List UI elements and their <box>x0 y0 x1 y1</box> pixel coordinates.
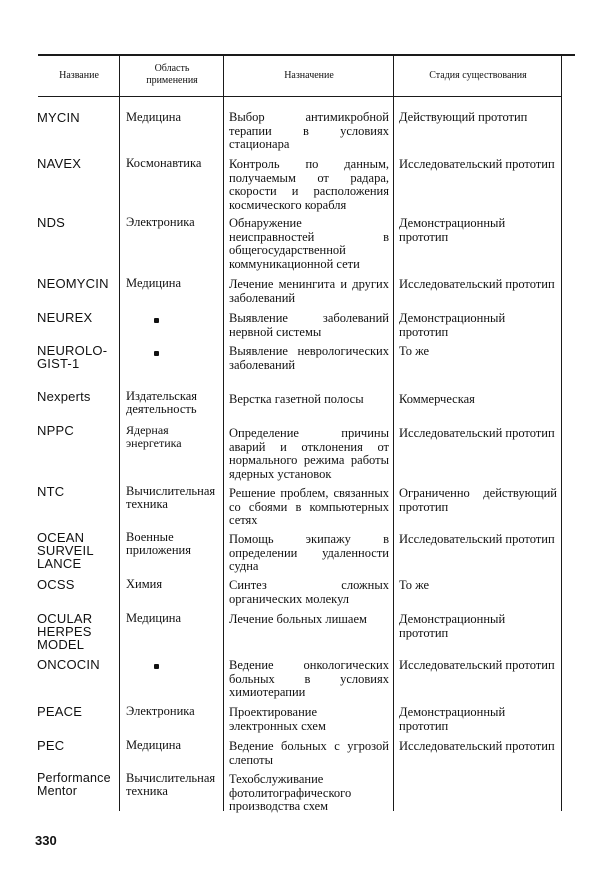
column-divider-3 <box>393 55 394 811</box>
row-name: NEUREX <box>37 310 93 325</box>
row-purpose: Обнаружение неисправностей в общегосударственной коммуникационной сети <box>229 216 389 271</box>
row-stage: Демонстрационный прототип <box>399 216 506 244</box>
row-stage: Демонстрационный прототип <box>399 705 506 733</box>
row-name: ONCOCIN <box>37 657 100 672</box>
row-purpose: Техобслуживание фотолитографического производства схем <box>229 772 352 813</box>
row-name: NTC <box>37 484 65 499</box>
row-name: OCULAR HERPES MODEL <box>37 611 93 652</box>
row-purpose: Верстка газетной полосы <box>229 392 364 406</box>
row-name: PEACE <box>37 704 83 719</box>
row-area: Вычислительная техника <box>126 484 216 511</box>
row-stage: Исследовательский прототип <box>399 739 555 753</box>
row-stage: Исследовательский прототип <box>399 157 555 171</box>
row-name: OCSS <box>37 577 75 592</box>
row-name: NDS <box>37 215 66 230</box>
row-area: Медицина <box>126 276 181 290</box>
row-purpose: Лечение менингита и других заболеваний <box>229 277 389 305</box>
row-purpose: Лечение больных лишаем <box>229 612 367 626</box>
header-area: Область применения <box>146 63 198 86</box>
ditto-mark <box>154 318 159 323</box>
row-name: OCEAN SURVEIL LANCE <box>37 530 94 571</box>
row-name: NEOMYCIN <box>37 276 109 291</box>
row-stage: Коммерческая <box>399 392 475 406</box>
row-area: Вычислительная техника <box>126 771 216 798</box>
row-area: Издательская деятельность <box>126 389 198 416</box>
ditto-mark <box>154 351 159 356</box>
row-purpose: Выявление заболеваний нервной системы <box>229 311 389 339</box>
column-divider-2 <box>223 55 224 811</box>
row-area: Медицина <box>126 738 181 752</box>
row-area: Электроника <box>126 215 195 229</box>
page-number: 330 <box>35 833 57 848</box>
row-purpose: Ведение онкологических больных в условиях химиотерапии <box>229 658 389 699</box>
row-purpose: Выбор антимикробной терапии в условиях стационара <box>229 110 389 151</box>
row-stage: Демонстрационный прототип <box>399 311 506 339</box>
row-name: Performance Mentor <box>37 771 111 798</box>
table-header-rule <box>38 96 562 97</box>
row-purpose: Определение причины аварий и отклонения от нормального режима работы ядерных установок <box>229 426 389 481</box>
row-stage: Исследовательский прототип <box>399 658 555 672</box>
row-area: Химия <box>126 577 163 591</box>
row-area: Электроника <box>126 704 195 718</box>
row-purpose: Контроль по данным, получаемым от радара, скорости и расположения космического корабля <box>229 157 389 212</box>
row-area: Военные приложения <box>126 530 191 557</box>
ditto-mark <box>154 664 159 669</box>
row-name: PEC <box>37 738 65 753</box>
row-stage: Исследовательский прототип <box>399 532 555 546</box>
row-stage: Исследовательский прототип <box>399 277 555 291</box>
row-purpose: Выявление неврологических заболеваний <box>229 344 389 372</box>
row-purpose: Синтез сложных органических молекул <box>229 578 389 606</box>
row-stage: Действующий прототип <box>399 110 528 124</box>
row-area: Космонавтика <box>126 156 202 170</box>
row-stage: Исследовательский прототип <box>399 426 555 440</box>
column-divider-4 <box>561 55 562 811</box>
row-area: Медицина <box>126 110 181 124</box>
row-stage: То же <box>399 578 430 592</box>
row-name: NAVEX <box>37 156 82 171</box>
row-name: NPPC <box>37 423 74 438</box>
row-purpose: Помощь экипажу в определении удаленности судна <box>229 532 389 573</box>
row-area: Ядерная энергетика <box>126 423 182 450</box>
header-purpose: Назначение <box>284 70 334 81</box>
row-stage: Ограниченно действующий прототип <box>399 486 557 514</box>
row-stage: Демонстрационный прототип <box>399 612 506 640</box>
row-purpose: Решение проблем, связанных со сбоями в компьютерных сетях <box>229 486 389 527</box>
row-name: NEUROLO-GIST-1 <box>37 343 108 371</box>
row-purpose: Ведение больных с угрозой слепоты <box>229 739 389 767</box>
row-area: Медицина <box>126 611 181 625</box>
header-stage: Стадия существования <box>429 70 527 81</box>
row-name: MYCIN <box>37 110 80 125</box>
row-purpose: Проектирование электронных схем <box>229 705 326 733</box>
row-stage: То же <box>399 344 430 358</box>
header-name: Название <box>59 70 99 81</box>
row-name: Nexperts <box>37 389 91 404</box>
